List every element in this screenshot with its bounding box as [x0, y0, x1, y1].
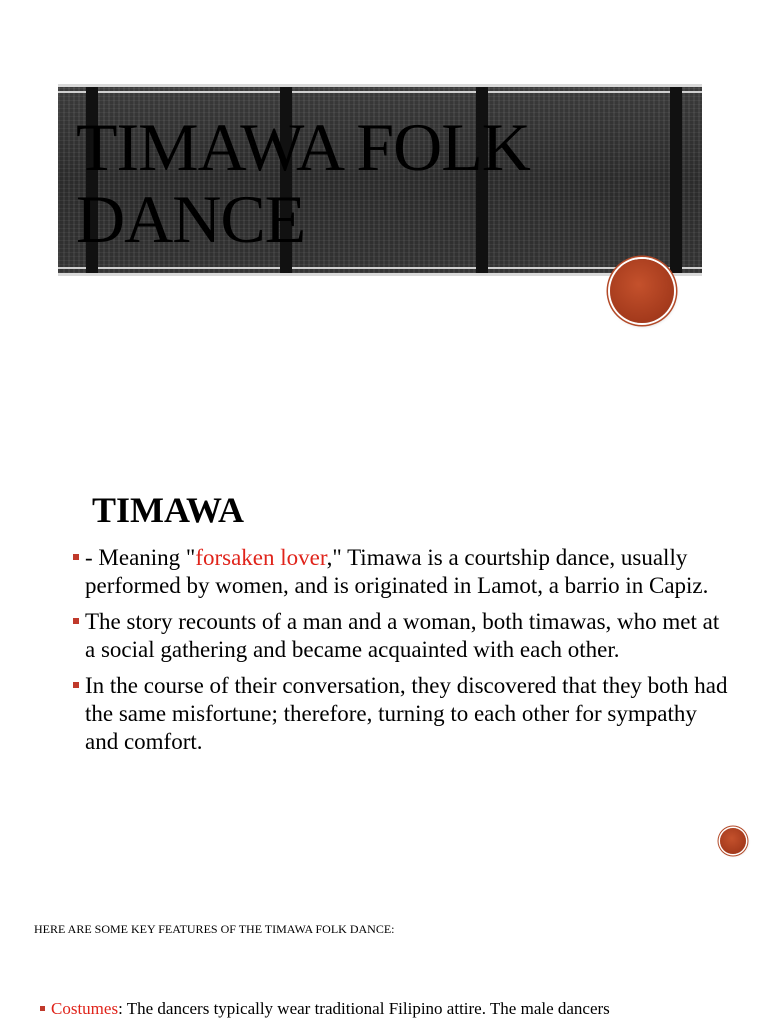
square-bullet-icon [73, 618, 79, 624]
feature-item [40, 998, 760, 1020]
square-bullet-icon [73, 554, 79, 560]
list-item [70, 608, 730, 664]
banner-bottom-rule [58, 267, 702, 269]
bullet-text: The story recounts of a man and a woman, both timawas, who met at a social gathering and became acquainted with each other. [85, 609, 720, 662]
accent-circle-icon [720, 828, 746, 854]
bullet-text: In the course of their conversation, they discovered that they both had the same misfortune; therefore, turning to each other for sympathy and comfort. [85, 673, 728, 754]
feature-label: Costumes [51, 999, 119, 1018]
accent-circle-icon [610, 259, 674, 323]
bullet-text-highlight: forsaken lover [195, 545, 327, 570]
square-bullet-icon [73, 682, 79, 688]
bullet-list [70, 544, 730, 764]
slide-title [76, 111, 530, 255]
bullet-text-prefix: - Meaning " [85, 545, 196, 570]
slide-title-line2: DANCE [76, 181, 306, 257]
feature-text: : The dancers typically wear traditional Filipino attire. The male dancers [118, 999, 610, 1018]
section-heading: TIMAWA [92, 490, 245, 530]
features-heading: HERE ARE SOME KEY FEATURES OF THE TIMAWA FOLK DANCE: [34, 922, 395, 936]
banner-stripe [670, 87, 682, 273]
square-bullet-icon [40, 1006, 45, 1011]
banner-top-rule [58, 91, 702, 93]
bullet-text-suffix: ," Timawa is a courtship dance, usually performed by women, and is originated in Lamot, a barrio in Capiz. [85, 545, 709, 598]
title-banner [58, 84, 702, 276]
slide-title-line1: TIMAWA FOLK [76, 109, 530, 185]
list-item [70, 672, 730, 756]
list-item [70, 544, 730, 600]
